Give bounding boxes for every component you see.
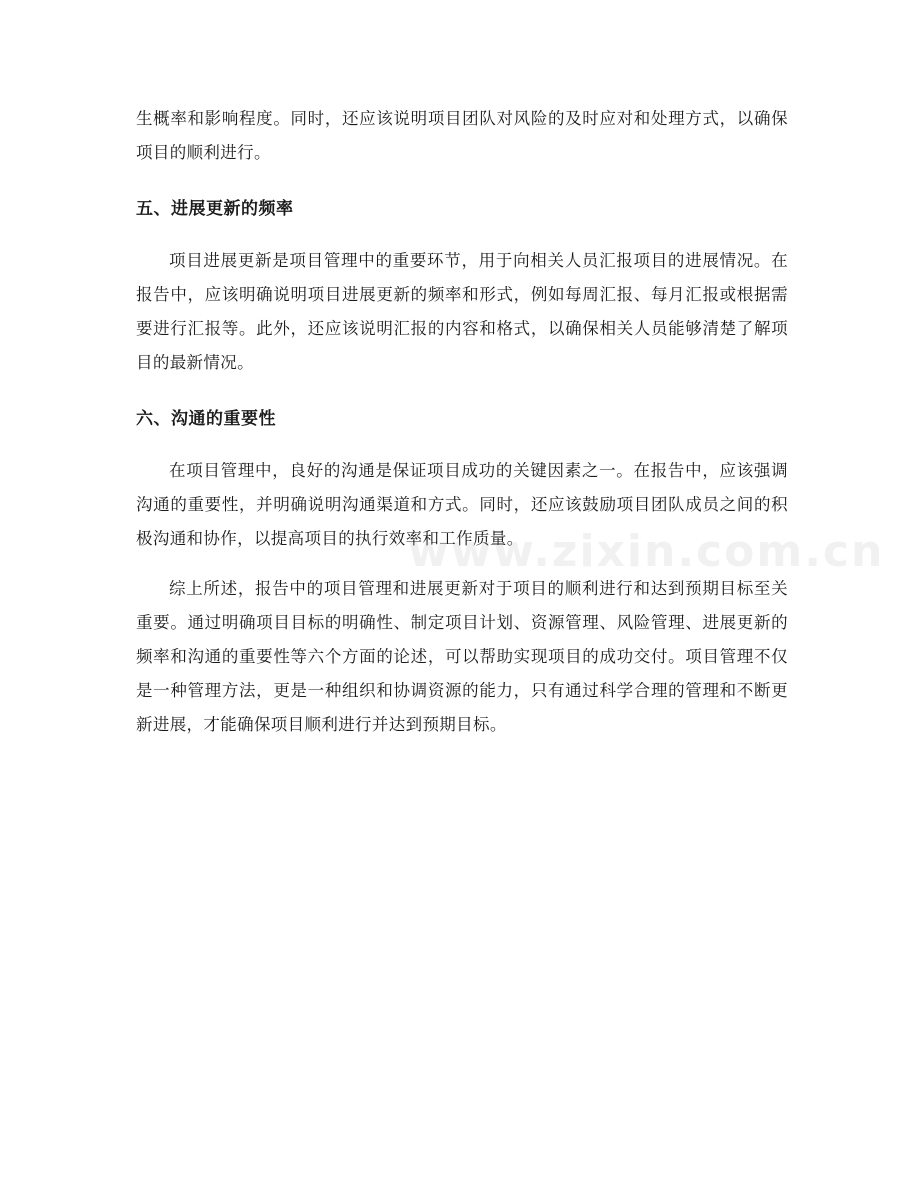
spacer bbox=[136, 170, 788, 192]
watermark: www.zixin.com.cn bbox=[408, 526, 885, 577]
spacer bbox=[136, 380, 788, 402]
document-body bbox=[136, 102, 788, 742]
continued-paragraph: 生概率和影响程度。同时，还应该说明项目团队对风险的及时应对和处理方式，以确保项目的顺利进行。 bbox=[136, 109, 788, 162]
section-heading-communication: 六、沟通的重要性 bbox=[136, 409, 276, 429]
spacer bbox=[136, 436, 788, 454]
section-paragraph-update-frequency: 项目进展更新是项目管理中的重要环节，用于向相关人员汇报项目的进展情况。在报告中，应该明确说明项目进展更新的频率和形式，例如每周汇报、每月汇报或根据需要进行汇报等。此外，还应该说明汇报的内容和格式，以确保相关人员能够清楚了解项目的最新情况。 bbox=[136, 251, 788, 372]
spacer bbox=[136, 226, 788, 244]
section-heading-update-frequency: 五、进展更新的频率 bbox=[136, 199, 294, 219]
conclusion-paragraph: 综上所述，报告中的项目管理和进展更新对于项目的顺利进行和达到预期目标至关重要。通过明确项目目标的明确性、制定项目计划、资源管理、风险管理、进展更新的频率和沟通的重要性等六个方面的论述，可以帮助实现项目的成功交付。项目管理不仅是一种管理方法，更是一种组织和协调资源的能力，只有通过科学合理的管理和不断更新进展，才能确保项目顺利进行并达到预期目标。 bbox=[136, 579, 788, 734]
section-paragraph-communication: 在项目管理中，良好的沟通是保证项目成功的关键因素之一。在报告中，应该强调沟通的重要性，并明确说明沟通渠道和方式。同时，还应该鼓励项目团队成员之间的积极沟通和协作，以提高项目的执行效率和工作质量。 bbox=[136, 461, 788, 548]
spacer bbox=[136, 556, 788, 572]
